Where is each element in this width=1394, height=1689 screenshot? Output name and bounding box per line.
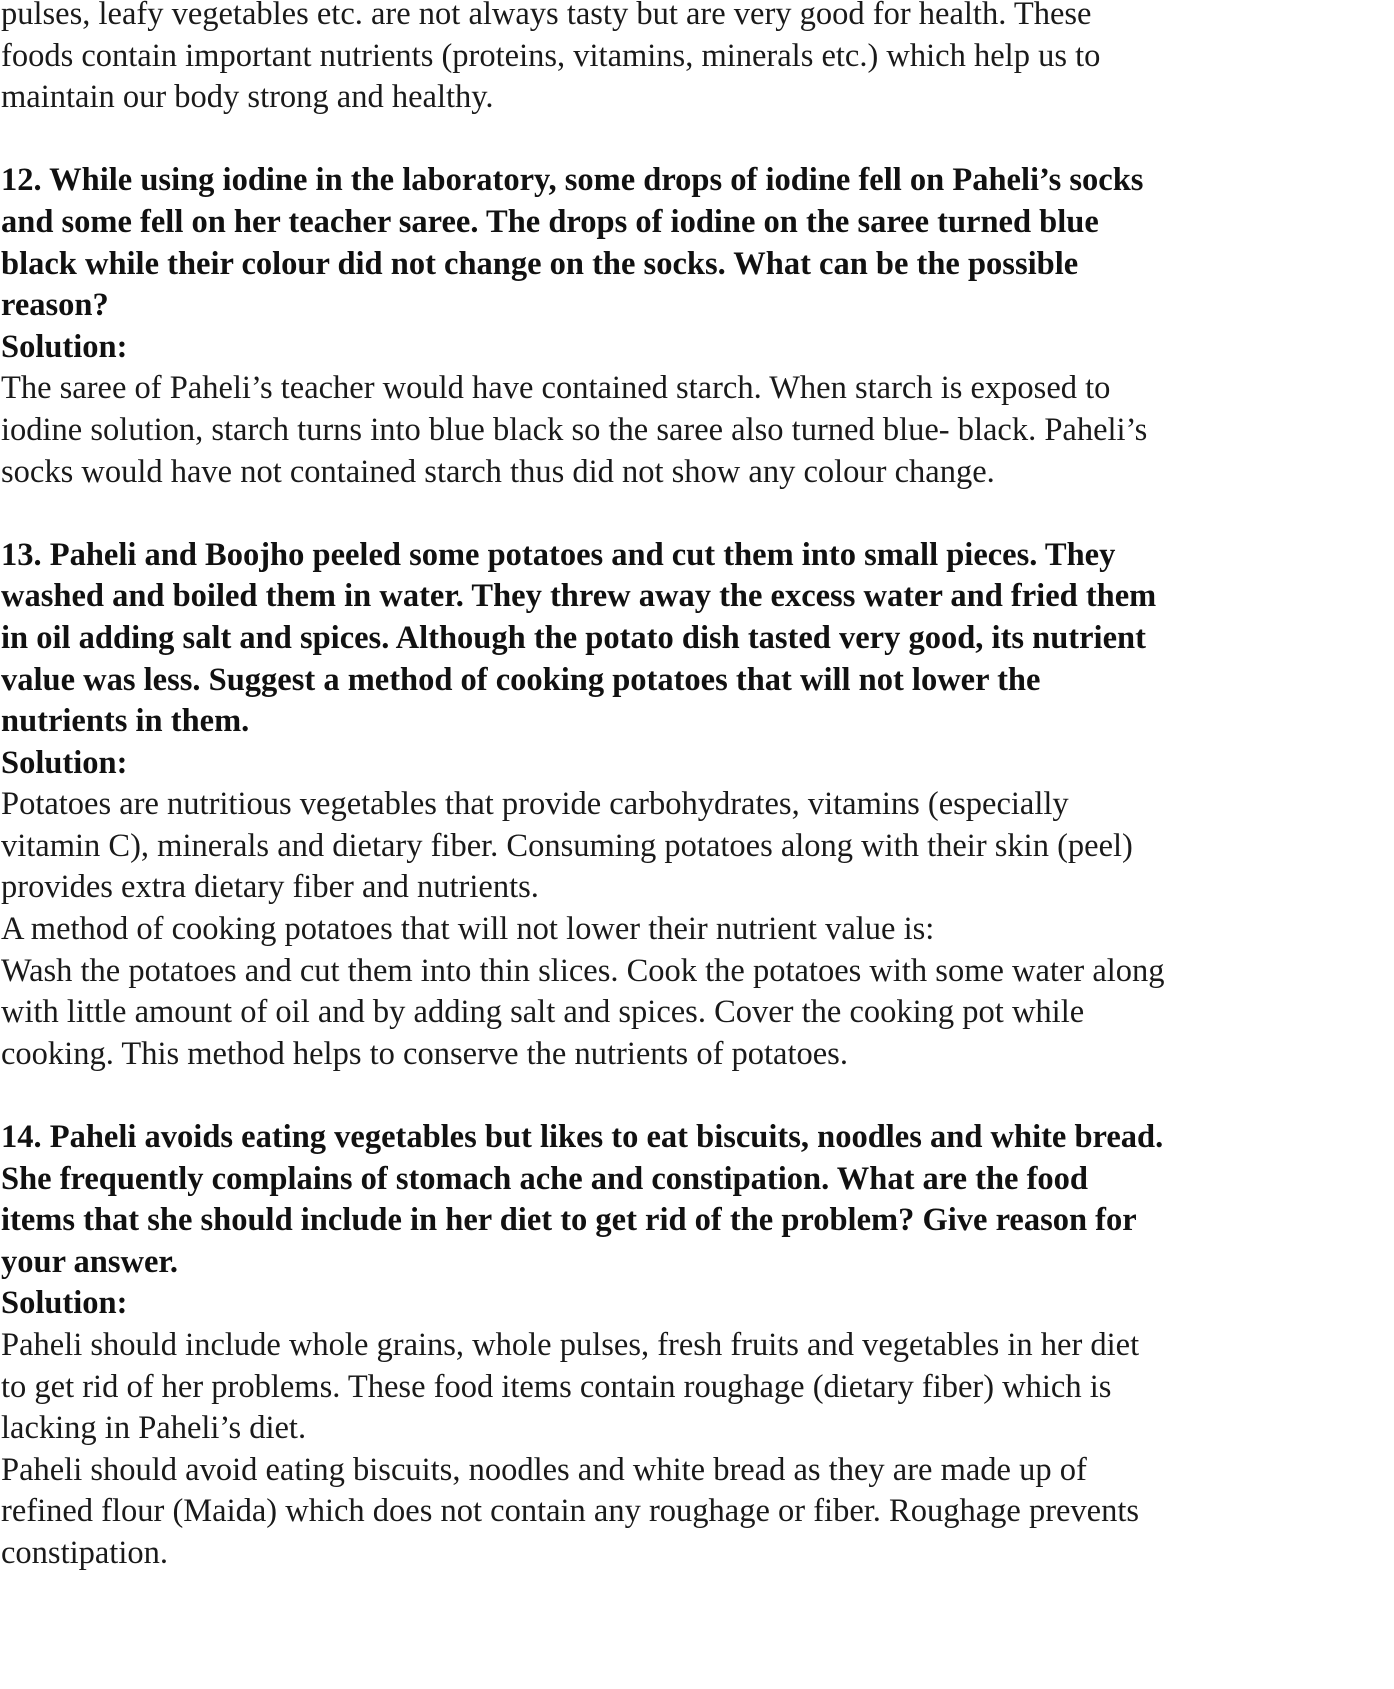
answer-line: refined flour (Maida) which does not contain any roughage or fiber. Roughage prevents <box>1 1493 1140 1530</box>
answer-line: lacking in Paheli’s diet. <box>1 1410 307 1447</box>
answer-line: provides extra dietary fiber and nutrients. <box>1 869 539 906</box>
answer-line: iodine solution, starch turns into blue black so the saree also turned blue- black. Paheli’s <box>1 411 1148 448</box>
text-line: foods contain important nutrients (proteins, vitamins, minerals etc.) which help us to <box>1 37 1101 74</box>
answer-line: constipation. <box>1 1534 168 1571</box>
text-line: pulses, leafy vegetables etc. are not always tasty but are very good for health. These <box>1 0 1092 32</box>
text-line: maintain our body strong and healthy. <box>1 79 494 116</box>
answer-line: Paheli should avoid eating biscuits, noodles and white bread as they are made up of <box>1 1451 1087 1488</box>
question-line: in oil adding salt and spices. Although the potato dish tasted very good, its nutrient <box>1 619 1146 656</box>
answer-line: with little amount of oil and by adding salt and spices. Cover the cooking pot while <box>1 994 1085 1031</box>
solution-label: Solution: <box>1 1285 128 1322</box>
solution-text <box>1 368 1394 493</box>
paragraph-spacer <box>1 493 1394 535</box>
question-line: 13. Paheli and Boojho peeled some potatoes and cut them into small pieces. They <box>1 536 1116 573</box>
intro-paragraph <box>1 0 1394 119</box>
question-line: 14. Paheli avoids eating vegetables but likes to eat biscuits, noodles and white bread. <box>1 1119 1164 1156</box>
question-line: reason? <box>1 287 109 324</box>
question-line: items that she should include in her diet to get rid of the problem? Give reason for <box>1 1202 1137 1239</box>
question-line: value was less. Suggest a method of cooking potatoes that will not lower the <box>1 661 1041 698</box>
question-block-12 <box>1 160 1394 493</box>
solution-label: Solution: <box>1 328 128 365</box>
question-line: washed and boiled them in water. They threw away the excess water and fried them <box>1 578 1157 615</box>
question-text <box>1 160 1394 326</box>
answer-line: Potatoes are nutritious vegetables that provide carbohydrates, vitamins (especially <box>1 786 1069 823</box>
question-line: 12. While using iodine in the laboratory, some drops of iodine fell on Paheli’s socks <box>1 162 1144 199</box>
answer-line: vitamin C), minerals and dietary fiber. Consuming potatoes along with their skin (peel) <box>1 827 1133 864</box>
question-line: your answer. <box>1 1243 178 1280</box>
question-text <box>1 535 1394 743</box>
solution-text <box>1 1325 1394 1575</box>
solution-label: Solution: <box>1 744 128 781</box>
answer-line: Paheli should include whole grains, whole pulses, fresh fruits and vegetables in her diet <box>1 1327 1140 1363</box>
answer-line: socks would have not contained starch thus did not show any colour change. <box>1 453 995 490</box>
answer-line: to get rid of her problems. These food items contain roughage (dietary fiber) which is <box>1 1368 1112 1405</box>
answer-line: The saree of Paheli’s teacher would have contained starch. When starch is exposed to <box>1 370 1111 407</box>
answer-line: A method of cooking potatoes that will not lower their nutrient value is: <box>1 911 935 948</box>
paragraph-spacer <box>1 119 1394 161</box>
question-line: and some fell on her teacher saree. The drops of iodine on the saree turned blue <box>1 203 1099 240</box>
question-block-14 <box>1 1117 1394 1575</box>
solution-text <box>1 784 1394 1075</box>
document-page <box>1 0 1394 1575</box>
question-line: black while their colour did not change on the socks. What can be the possible <box>1 245 1079 282</box>
question-block-13 <box>1 535 1394 1076</box>
answer-line: cooking. This method helps to conserve the nutrients of potatoes. <box>1 1035 848 1072</box>
answer-line: Wash the potatoes and cut them into thin slices. Cook the potatoes with some water along <box>1 952 1165 989</box>
question-line: nutrients in them. <box>1 703 250 740</box>
question-text <box>1 1117 1394 1283</box>
paragraph-spacer <box>1 1075 1394 1117</box>
question-line: She frequently complains of stomach ache and constipation. What are the food <box>1 1160 1089 1197</box>
